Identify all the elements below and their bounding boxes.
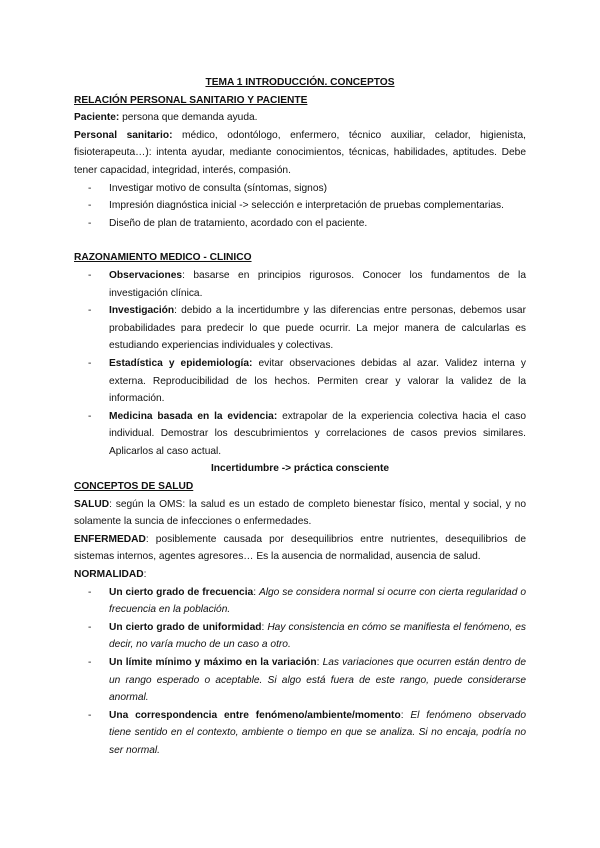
list-item xyxy=(74,408,526,461)
list-item xyxy=(74,654,526,707)
salud-label: SALUD xyxy=(74,498,110,510)
item-text: evitar observaciones debidas al azar. Validez interna y externa. Reproducibilidad de los hechos. Permiten crear y valorar la validez de la información. xyxy=(109,357,526,405)
item-sep: : xyxy=(316,657,323,668)
item-text: Algo se considera normal si ocurre con cierta regularidad o frecuencia en la población. xyxy=(109,586,526,616)
item-label: Investigación xyxy=(109,305,175,317)
paciente-text: persona que demanda ayuda. xyxy=(119,112,258,124)
section-heading-relacion: RELACIÓN PERSONAL SANITARIO Y PACIENTE xyxy=(74,94,308,106)
spacer xyxy=(74,232,526,249)
section-heading-conceptos: CONCEPTOS DE SALUD xyxy=(74,481,194,493)
paciente-label: Paciente: xyxy=(74,112,120,124)
list-item xyxy=(74,302,526,355)
item-label: Un cierto grado de uniformidad xyxy=(109,621,262,633)
document-page xyxy=(74,74,526,760)
item-label: Un límite mínimo y máximo en la variación xyxy=(109,657,317,668)
enfermedad-text: : posiblemente causada por desequilibrios entre nutrientes, desequilibrios de sistemas internos, agentes agresores… Es la ausencia de normalidad, ausencia de salud. xyxy=(74,533,526,563)
relacion-list xyxy=(74,180,526,233)
normalidad-list xyxy=(74,584,526,760)
list-item xyxy=(74,584,526,619)
list-item: - Diseño de plan de tratamiento, acordado con el paciente. xyxy=(74,215,526,233)
salud-paragraph xyxy=(74,496,526,531)
item-sep: : xyxy=(261,621,268,633)
enfermedad-label: ENFERMEDAD xyxy=(74,533,146,545)
item-label: Un cierto grado de frecuencia xyxy=(109,586,254,598)
item-label: Observaciones xyxy=(109,269,183,281)
item-text: Hay consistencia en cómo se manifiesta el fenómeno, es decir, no varía mucho de un caso a otro. xyxy=(109,621,526,651)
item-label: Estadística y epidemiología: xyxy=(109,357,253,369)
item-text: Las variaciones que ocurren están dentro de un rango esperado o aceptable. Si algo está fuera de este rango, puede considerarse anormal. xyxy=(109,657,526,704)
list-item xyxy=(74,619,526,654)
razonamiento-list xyxy=(74,267,526,461)
item-label: Una correspondencia entre fenómeno/ambiente/momento xyxy=(109,709,401,721)
list-item xyxy=(74,267,526,302)
personal-label: Personal sanitario: xyxy=(74,129,173,141)
list-item xyxy=(74,707,526,760)
page-title: TEMA 1 INTRODUCCIÓN. CONCEPTOS xyxy=(205,77,395,88)
item-text: extrapolar de la experiencia colectiva hacia el caso individual. Demostrar los descubrimientos y correlaciones de casos previos similares. Aplicarlos al caso actual. xyxy=(109,410,527,457)
paciente-paragraph xyxy=(74,109,526,127)
normalidad-label: NORMALIDAD xyxy=(74,569,144,581)
item-text: El fenómeno observado tiene sentido en el contexto, ambiente o tiempo en que se analiza. Si no encaja, podría no ser normal. xyxy=(109,709,526,756)
item-sep: : xyxy=(400,709,411,721)
normalidad-paragraph xyxy=(74,566,526,584)
salud-text: : según la OMS: la salud es un estado de completo bienestar físico, mental y social, y no solamente la suncia de infecciones o enfermedades. xyxy=(74,498,526,528)
section-heading-razonamiento: RAZONAMIENTO MEDICO - CLINICO xyxy=(74,252,252,264)
item-label: Medicina basada en la evidencia: xyxy=(109,410,278,422)
conclusion-line: Incertidumbre -> práctica consciente xyxy=(210,463,390,475)
list-item: - Investigar motivo de consulta (síntomas, signos) xyxy=(74,180,526,198)
enfermedad-paragraph xyxy=(74,531,526,566)
list-item: - Impresión diagnóstica inicial -> selección e interpretación de pruebas complementarias. xyxy=(74,197,526,215)
item-text: : basarse en principios rigurosos. Conocer los fundamentos de la investigación clínica. xyxy=(109,269,526,299)
normalidad-colon: : xyxy=(143,569,147,581)
item-sep: : xyxy=(253,586,259,598)
personal-paragraph xyxy=(74,127,526,180)
list-item xyxy=(74,355,526,408)
item-text: : debido a la incertidumbre y las diferencias entre personas, debemos usar probabilidades para predecir lo que puede ocurrir. La mejor manera de calcularlas es estudiando experiencias individuales y colectivas. xyxy=(109,305,526,352)
personal-text: médico, odontólogo, enfermero, técnico auxiliar, celador, higienista, fisioterapeuta…): intenta ayudar, mediante conocimientos, técnicas, habilidades, aptitudes. Debe tener capacidad, integridad, interés, compasión. xyxy=(74,129,527,176)
